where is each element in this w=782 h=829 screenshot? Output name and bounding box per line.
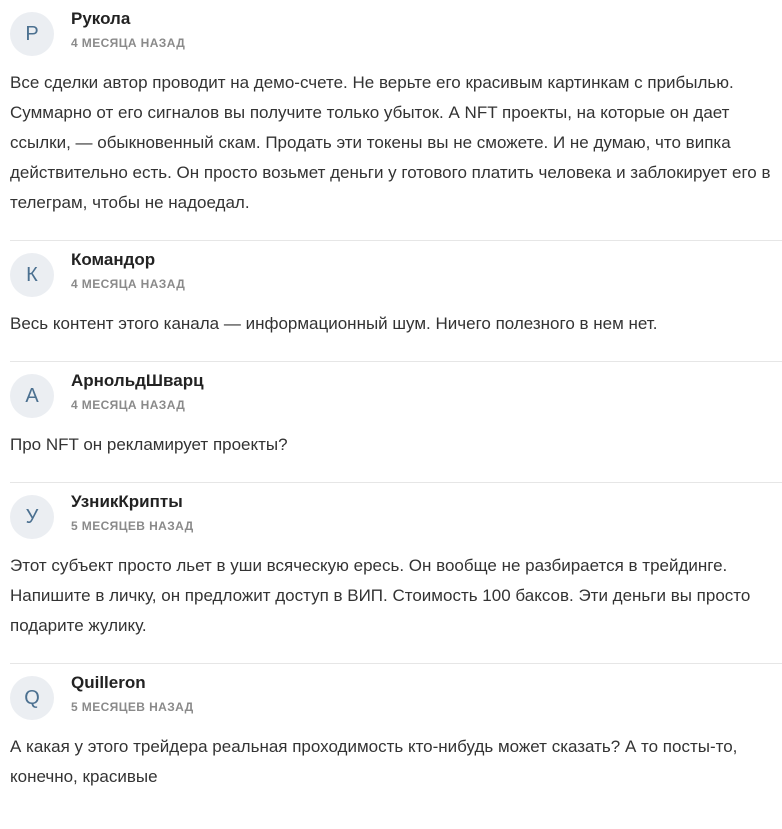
author-name[interactable]: УзникКрипты <box>71 492 183 511</box>
comment-date: 4 МЕСЯЦА НАЗАД <box>71 398 186 412</box>
avatar[interactable]: К <box>10 253 54 297</box>
avatar[interactable]: Р <box>10 12 54 56</box>
author-name[interactable]: Рукола <box>71 9 131 28</box>
comment-header <box>10 249 782 309</box>
comment-text: Весь контент этого канала — информационный шум. Ничего полезного в нем нет. <box>10 314 658 333</box>
comment-header <box>10 370 782 430</box>
comment-text: А какая у этого трейдера реальная проходимость кто-нибудь может сказать? А то посты-то, конечно, красивые <box>10 737 738 786</box>
comment-header <box>10 672 782 732</box>
comment-meta <box>71 370 204 412</box>
comment-meta <box>71 672 194 714</box>
avatar[interactable]: У <box>10 495 54 539</box>
comment-text: Этот субъект просто льет в уши всяческую ересь. Он вообще не разбирается в трейдинге. Напишите в личку, он предложит доступ в ВИП. Стоимость 100 баксов. Эти деньги вы просто подарите жулику. <box>10 556 751 635</box>
comment-header <box>10 8 782 68</box>
comment-date: 5 МЕСЯЦЕВ НАЗАД <box>71 519 194 533</box>
comment-meta <box>71 8 185 50</box>
comment-date: 4 МЕСЯЦА НАЗАД <box>71 277 186 291</box>
comment-text: Про NFT он рекламирует проекты? <box>10 435 288 454</box>
avatar[interactable]: А <box>10 374 54 418</box>
comment-item <box>10 241 782 362</box>
comment-item <box>10 664 782 814</box>
comment-item <box>10 0 782 241</box>
author-name[interactable]: АрнольдШварц <box>71 371 204 390</box>
comment-header <box>10 491 782 551</box>
comment-meta <box>71 491 194 533</box>
comment-meta <box>71 249 185 291</box>
comment-item <box>10 483 782 664</box>
author-name[interactable]: Командор <box>71 250 156 269</box>
comment-date: 4 МЕСЯЦА НАЗАД <box>71 36 186 50</box>
comment-text: Все сделки автор проводит на демо-счете. Не верьте его красивым картинкам с прибылью. Суммарно от его сигналов вы получите только убыток. А NFT проекты, на которые он дает ссылки, — обыкновенный скам. Продать эти токены вы не сможете. И не думаю, что випка действительно есть. Он просто возьмет деньги у готового платить человека и заблокирует его в телеграм, чтобы не надоедал. <box>10 73 771 212</box>
comment-date: 5 МЕСЯЦЕВ НАЗАД <box>71 700 194 714</box>
avatar[interactable]: Q <box>10 676 54 720</box>
comment-item <box>10 362 782 483</box>
author-name[interactable]: Quilleron <box>71 673 146 692</box>
